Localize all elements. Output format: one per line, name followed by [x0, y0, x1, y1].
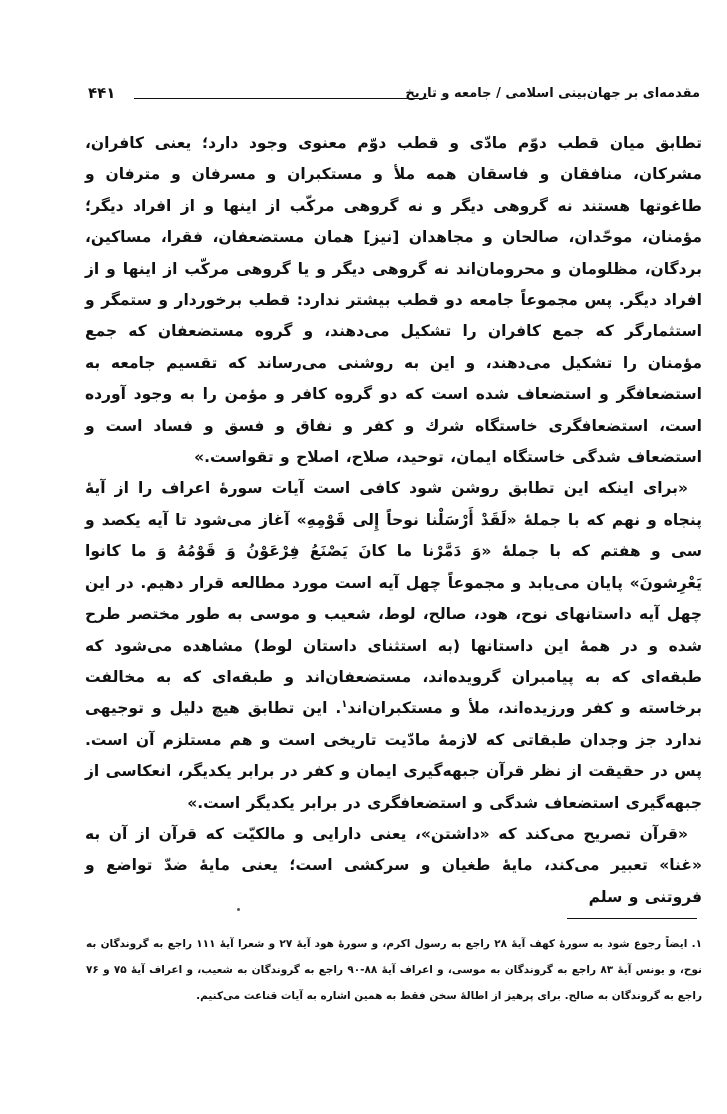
running-title: مقدمه‌ای بر جهان‌بینی اسلامی / جامعه و تاریخ	[405, 86, 700, 101]
paragraph-1: تطابق میان قطب دوّم مادّی و قطب دوّم معنوی وجود دارد؛ یعنی کافران، مشرکان، منافقان و فاسقان همه ملأ و مستکبران و مسرفان و مترفان و طاغوتها هستند نه گروهی دیگر و نه گروهی مرکّب از اینها و از افراد دیگر؛ مؤمنان، موحّدان، صالحان و مجاهدان [نیز] همان مستضعفان، فقرا، مساکین، بردگان، مظلومان و محرومان‌اند نه گروهی دیگر و یا گروهی مرکّب از اینها و از افراد دیگر. پس مجموعاً جامعه دو قطب بیشتر ندارد: قطب برخوردار و ستمگر و استثمارگر که جمع کافران را تشکیل می‌دهند، و گروه مستضعفان که جمع مؤمنان را تشکیل می‌دهند، و این به روشنی می‌رساند که تقسیم جامعه به استضعافگر و استضعاف شده است که دو گروه کافر و مؤمن را به وجود آورده است، استضعافگری خاستگاه شرك و كفر و نفاق و فسق و فساد است و استضعاف شدگی خاستگاه ایمان، توحید، صلاح، اصلاح و تقواست.»	[85, 134, 702, 467]
main-text	[85, 128, 702, 913]
footnote-1: ۱. ایضاً رجوع شود به سورهٔ کهف آیهٔ ۲۸ راجع به رسول اکرم، و سورهٔ هود آیهٔ ۲۷ و شعرا آیهٔ ۱۱۱ راجع به گروندگان به نوح، و یونس آیهٔ ۸۳ راجع به گروندگان به موسی، و اعراف آیهٔ ۸۸-۹۰ راجع به گروندگان به شعیب، و اعراف آیهٔ ۷۵ و ۷۶ راجع به گروندگان به صالح. برای پرهیز از اطالهٔ سخن فقط به همین اشاره به آیات قناعت می‌کنیم.	[86, 938, 702, 1002]
paragraph-3: «قرآن تصریح می‌کند که «داشتن»، یعنی دارایی و مالکیّت که قرآن از آن به «غنا» تعبیر می‌کند، مایهٔ طغیان و سرکشی است؛ یعنی مایهٔ ضدّ تواضع و فروتنی و سلم	[85, 824, 702, 906]
stray-dot	[237, 908, 240, 911]
page-header	[88, 84, 700, 110]
paragraph-2-part-1: «برای اینکه این تطابق روشن شود کافی است آیات سورهٔ اعراف را از آیهٔ پنجاه و نهم که با جملهٔ «لَقَدْ أَرْسَلْنا نوحاً إِلى قَوْمِهِ» آغاز می‌شود تا آیه یکصد و سی و هفتم که با جملهٔ «وَ دَمَّرْنا ما کانَ یَصْنَعُ فِرْعَوْنُ وَ قَوْمُهُ وَ ما کانوا یَعْرِشونَ» پایان می‌یابد و مجموعاً چهل آیه است مورد مطالعه قرار دهیم. در این چهل آیه داستانهای نوح، هود، صالح، لوط، شعیب و موسی به طور مختصر طرح شده و در همهٔ این داستانها (به استثنای داستان لوط) مشاهده می‌شود که طبقه‌ای که به پیامبران گرویده‌اند، مستضعفان‌اند و طبقه‌ای که به مخالفت برخاسته و کفر ورزیده‌اند، ملأ و مستکبران‌اند	[85, 479, 702, 718]
footnote-divider	[567, 918, 697, 919]
footnotes	[86, 931, 702, 1009]
paragraph-2-part-2: . این تطابق هیچ دلیل و توجیهی ندارد جز وجدان طبقاتی که لازمهٔ مادّیت تاریخی است و هم مستلزم آن است. پس در حقیقت از نظر قرآن جبهه‌گیری ایمان و کفر در برابر یکدیگر، انعکاسی از جبهه‌گیری استضعاف شدگی و استضعافگری در برابر یکدیگر است.»	[85, 699, 702, 812]
page-number: ۴۴۱	[88, 84, 116, 102]
header-rule	[134, 98, 428, 99]
paragraph-2	[85, 473, 702, 818]
footnote-reference[interactable]: ۱	[341, 699, 348, 711]
